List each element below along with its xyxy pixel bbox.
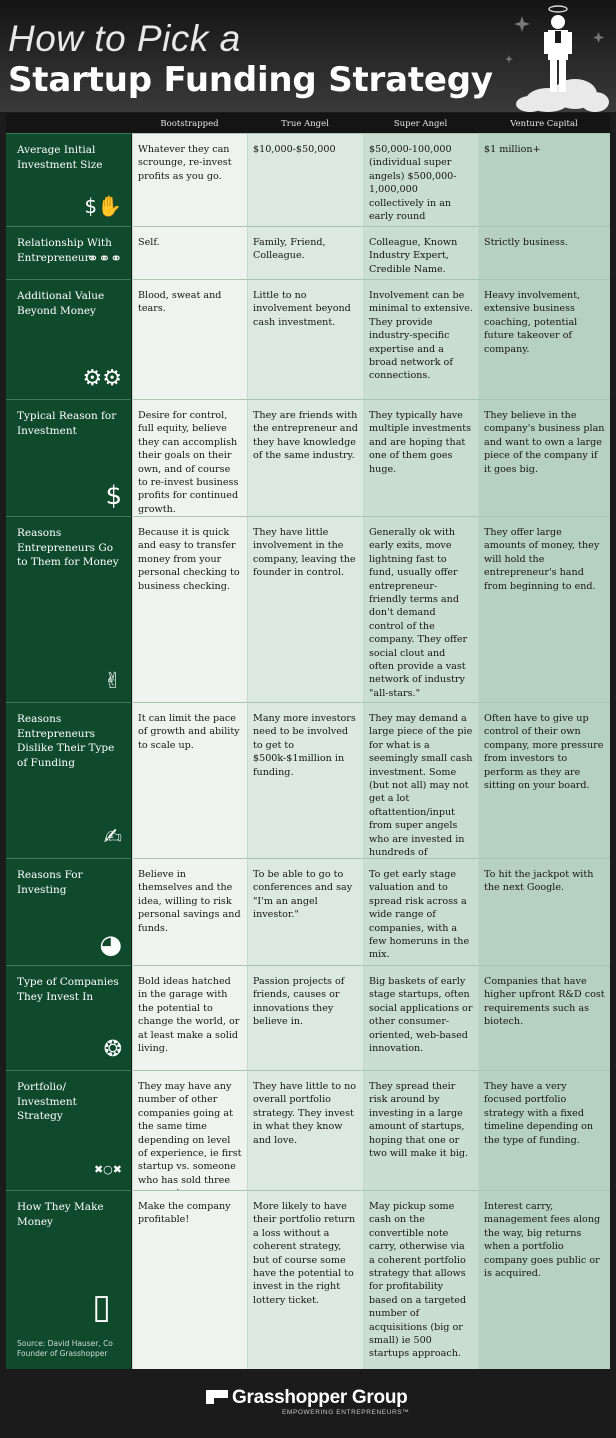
table-cell <box>478 279 610 399</box>
table-cell <box>478 965 610 1070</box>
table-cell <box>363 965 478 1070</box>
cell-text: Big baskets of early stage startups, often social applications or other consumer-oriented, web-based innovation. <box>369 976 473 1055</box>
row-label: Additional Value Beyond Money <box>17 290 105 317</box>
cell-text: Strictly business. <box>484 237 568 248</box>
table-cell <box>363 279 478 399</box>
column-header-row <box>6 113 610 133</box>
row-label: Reasons Entrepreneurs Go to Them for Money <box>17 527 119 568</box>
cell-text: $1 million+ <box>484 144 541 155</box>
cell-text: Whatever they can scrounge, re-invest profits as you go. <box>138 144 232 182</box>
table-cell <box>132 1070 247 1190</box>
column-header-super-angel: Super Angel <box>393 119 448 129</box>
cell-text: More likely to have their portfolio return a loss without a coherent strategy, but of course some have the potential to invest in the right lottery ticket. <box>253 1201 356 1306</box>
thumbs-down-icon: ✍ <box>103 825 122 850</box>
row-label: Typical Reason for Investment <box>17 410 117 437</box>
row-label-cell <box>6 702 131 858</box>
cell-text: They are friends with the entrepreneur and they have knowledge of the same industry. <box>253 410 358 462</box>
table-cell <box>478 133 610 226</box>
row-label: Portfolio/ Investment Strategy <box>17 1081 77 1122</box>
cell-text: Colleague, Known Industry Expert, Credible Name. <box>369 237 458 275</box>
cell-text: It can limit the pace of growth and ability to scale up. <box>138 713 240 751</box>
table-cell <box>247 1190 363 1369</box>
cell-text: Desire for control, full equity, believe they can accomplish their goals on their own, and of course to re-invest business profits for continued growth. <box>138 410 239 515</box>
cell-text: Bold ideas hatched in the garage with the potential to change the world, or at least make a solid living. <box>138 976 240 1055</box>
cell-text: Interest carry, management fees along the way, big returns when a portfolio company goes public or is acquired. <box>484 1201 601 1280</box>
table-cell <box>478 1190 610 1369</box>
cell-text: Make the company profitable! <box>138 1201 231 1226</box>
table-cell <box>247 279 363 399</box>
table-cell <box>363 516 478 702</box>
thumbs-up-icon: ✌ <box>103 669 122 694</box>
cell-text: They spread their risk around by investing in a large amount of startups, hoping that one or two will make it big. <box>369 1081 469 1160</box>
table-cell <box>132 516 247 702</box>
lightbulb-icon: ❂ <box>103 1037 122 1062</box>
gears-icon: ⚙⚙ <box>82 366 122 391</box>
title-line-1: How to Pick a <box>8 18 241 59</box>
brand-name: Grasshopper Group <box>232 1387 408 1408</box>
table-cell <box>363 399 478 516</box>
cell-text: They may demand a large piece of the pie for what is a seemingly small cash investment. Some (but not all) may not get a lot oftattention/input from super angels who are invested in hundreds of <box>369 713 473 859</box>
piggy-bank-icon: ◕ <box>99 930 122 960</box>
row-label-cell <box>6 1070 131 1190</box>
table-cell <box>363 226 478 279</box>
cell-text: They may have any number of other companies going at the same time depending on level of experience, ie first startup vs. someone who has sold three <box>138 1081 242 1186</box>
table-cell <box>363 702 478 858</box>
row-label: Reasons For Investing <box>17 869 83 896</box>
row-label: Average Initial Investment Size <box>17 144 103 171</box>
table-cell <box>132 133 247 226</box>
row-label-cell <box>6 516 131 702</box>
row-label: Reasons Entrepreneurs Dislike Their Type of Funding <box>17 713 115 769</box>
cell-text: Many more investors need to be involved to get to $500k-$1million in funding. <box>253 713 356 778</box>
cell-text: They believe in the company's business plan and want to own a large piece of the company if it goes big. <box>484 410 605 475</box>
table-cell <box>247 702 363 858</box>
column-header-venture-capital: Venture Capital <box>510 119 578 129</box>
cell-text: They offer large amounts of money, they will hold the entrepreneur's hand from beginning to end. <box>484 527 600 592</box>
table-cell <box>363 1070 478 1190</box>
table-cell <box>478 858 610 965</box>
table-cell <box>478 226 610 279</box>
table-cell <box>132 279 247 399</box>
table-cell <box>132 965 247 1070</box>
row-label-cell <box>6 279 131 399</box>
cell-text: To hit the jackpot with the next Google. <box>484 869 594 894</box>
cell-text: They have a very focused portfolio strategy with a fixed timeline depending on the type of funding. <box>484 1081 594 1146</box>
row-label-cell <box>6 965 131 1070</box>
cell-text: Companies that have higher upfront R&D cost requirements such as biotech. <box>484 976 605 1028</box>
play-diagram-icon: ✖○✖ <box>93 1163 122 1176</box>
table-cell <box>363 858 478 965</box>
cell-text: Passion projects of friends, causes or innovations they believe in. <box>253 976 345 1028</box>
table-cell <box>478 702 610 858</box>
cell-text: Self. <box>138 237 160 248</box>
row-label-cell <box>6 858 131 965</box>
table-cell <box>132 1190 247 1369</box>
table-cell <box>363 1190 478 1369</box>
row-label-cell <box>6 399 131 516</box>
row-label-cell <box>6 226 131 279</box>
cell-text: Heavy involvement, extensive business coaching, potential future takeover of company. <box>484 290 581 355</box>
header <box>0 0 616 112</box>
table-cell <box>478 516 610 702</box>
table-cell <box>247 965 363 1070</box>
table-cell <box>132 399 247 516</box>
cell-text: Often have to give up control of their own company, more pressure from investors to perform as they are sitting on your board. <box>484 713 604 792</box>
table-cell <box>478 399 610 516</box>
table-cell <box>132 226 247 279</box>
cell-text: They typically have multiple investments and are hoping that one of them goes huge. <box>369 410 472 475</box>
table-cell <box>132 858 247 965</box>
footer <box>0 1369 616 1438</box>
table-cell <box>247 516 363 702</box>
table-cell <box>247 226 363 279</box>
cell-text: $50,000-100,000 (individual super angels) $500,000-1,000,000 collectively in an early round <box>369 144 457 223</box>
dollar-icon: $ <box>105 481 122 511</box>
money-hand-icon: $✋ <box>84 194 122 218</box>
grasshopper-logo-icon <box>206 1390 228 1412</box>
table-cell <box>247 133 363 226</box>
row-label-cell <box>6 1190 131 1369</box>
table-cell <box>478 1070 610 1190</box>
table-cell <box>132 702 247 858</box>
cell-text: May pickup some cash on the convertible note carry, otherwise via a coherent portfolio strategy that allows for profitability based on a targeted number of acquisitions (big or small) ie 500 startups approach. <box>369 1201 467 1360</box>
cell-text: Involvement can be minimal to extensive. They provide industry-specific expertise and a broad network of connections. <box>369 290 473 382</box>
row-label-cell <box>6 133 131 226</box>
row-label: How They Make Money <box>17 1201 104 1228</box>
table-cell <box>363 133 478 226</box>
cell-text: Little to no involvement beyond cash investment. <box>253 290 351 328</box>
cell-text: Family, Friend, Colleague. <box>253 237 326 262</box>
cell-text: Generally ok with early exits, move lightning fast to fund, usually offer entrepreneur-friendly terms and don't demand control of the company. They offer social clout and often provide a vast network of industry "all-stars." <box>369 527 468 699</box>
row-label: Relationship With Entrepreneur <box>17 237 112 264</box>
row-label: Type of Companies They Invest In <box>17 976 119 1003</box>
table-cell <box>247 1070 363 1190</box>
brand-tagline: EMPOWERING ENTREPRENEURS™ <box>282 1409 410 1416</box>
source-credit: Source: David Hauser, Co Founder of Grasshopper <box>17 1339 113 1358</box>
cell-text: They have little involvement in the company, leaving the founder in control. <box>253 527 356 579</box>
cell-text: They have little to no overall portfolio strategy. They invest in what they know and love. <box>253 1081 357 1146</box>
title-line-2: Startup Funding Strategy <box>8 60 493 100</box>
column-header-bootstrapped: Bootstrapped <box>160 119 219 129</box>
column-header-true-angel: True Angel <box>281 119 329 129</box>
comparison-table <box>6 113 610 1369</box>
cell-text: To get early stage valuation and to spread risk across a wide range of companies, with a few homeruns in the mix. <box>369 869 470 961</box>
table-cell <box>247 858 363 965</box>
cell-text: Believe in themselves and the idea, willing to risk personal savings and funds. <box>138 869 241 934</box>
cell-text: $10,000-$50,000 <box>253 144 336 155</box>
banknote-icon: ▯ <box>92 1287 111 1327</box>
cell-text: Blood, sweat and tears. <box>138 290 222 315</box>
chain-icon: ⚭⚭⚭ <box>86 251 122 267</box>
cell-text: To be able to go to conferences and say "I'm an angel investor." <box>253 869 353 921</box>
table-cell <box>247 399 363 516</box>
cell-text: Because it is quick and easy to transfer money from your personal checking to business checking. <box>138 527 240 592</box>
businessman-icon <box>544 6 572 92</box>
